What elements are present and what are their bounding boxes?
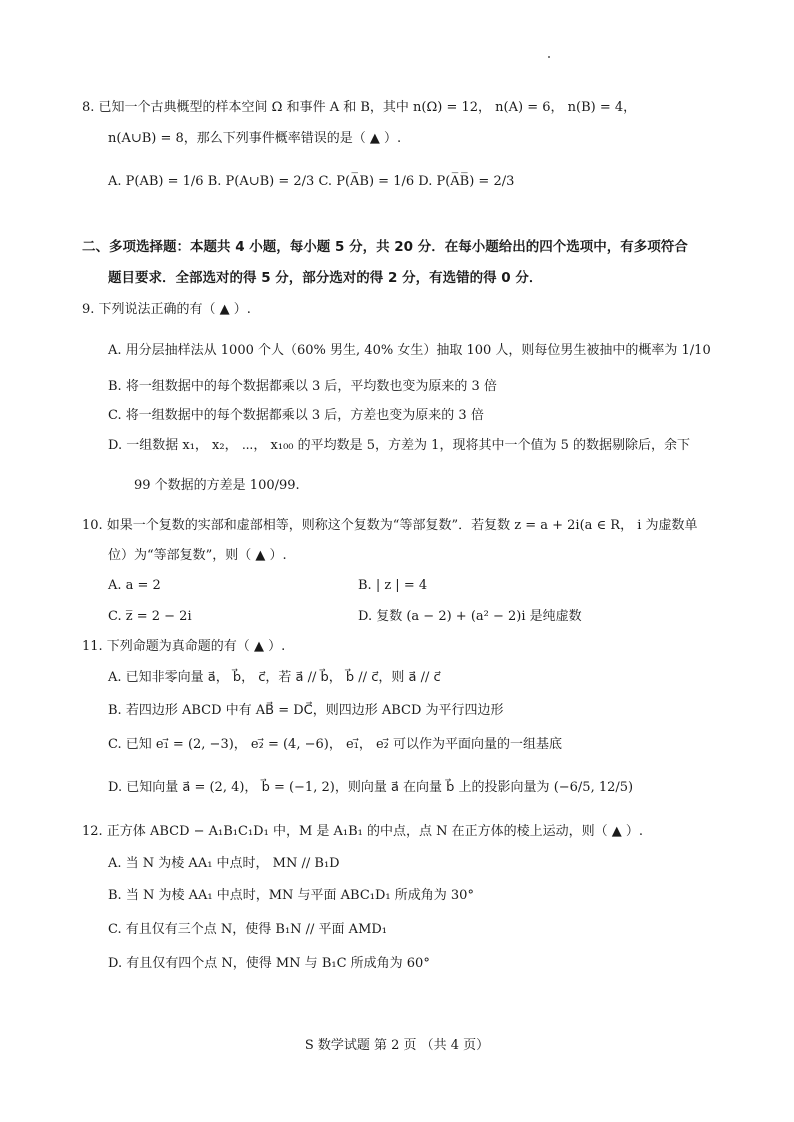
q10-option-b: B. | z | = 4 (358, 578, 428, 593)
q11-option-a: A. 已知非零向量 a⃗， b⃗， c⃗，若 a⃗ // b⃗， b⃗ // c⃗，则 a⃗ // c⃗ (108, 670, 441, 685)
q10-option-d: D. 复数 (a − 2) + (a² − 2)i 是纯虚数 (358, 609, 582, 624)
q11-option-b: B. 若四边形 ABCD 中有 AB⃗ = DC⃗，则四边形 ABCD 为平行四边形 (108, 703, 504, 718)
q12-option-c: C. 有且仅有三个点 N，使得 B₁N // 平面 AMD₁ (108, 922, 388, 937)
q12-option-a: A. 当 N 为棱 AA₁ 中点时， MN // B₁D (108, 856, 340, 871)
q11-option-d: D. 已知向量 a⃗ = (2, 4)， b⃗ = (−1, 2)，则向量 a⃗ 在向量 b⃗ 上的投影向量为 (−6/5, 12/5) (108, 780, 634, 795)
q10-stem-line1: 10. 如果一个复数的实部和虚部相等，则称这个复数为“等部复数”．若复数 z = a + 2i(a ∈ R， i 为虚数单 (82, 518, 698, 533)
q11-option-c: C. 已知 e₁⃗ = (2, −3)， e₂⃗ = (4, −6)， e₁⃗， e₂⃗ 可以作为平面向量的一组基底 (108, 737, 563, 752)
q10-option-c: C. z̅ = 2 − 2i (108, 609, 192, 624)
page-footer: S 数学试题 第 2 页 （共 4 页） (304, 1038, 490, 1053)
q9-stem: 9. 下列说法正确的有（ ▲ ）. (82, 302, 251, 317)
q11-stem: 11. 下列命题为真命题的有（ ▲ ）. (82, 639, 286, 654)
q9-option-b: B. 将一组数据中的每个数据都乘以 3 后，平均数也变为原来的 3 倍 (108, 379, 497, 394)
q12-stem: 12. 正方体 ABCD − A₁B₁C₁D₁ 中，M 是 A₁B₁ 的中点，点 N 在正方体的棱上运动，则（ ▲ ）. (82, 824, 644, 839)
q9-option-d-line2: 99 个数据的方差是 100/99. (134, 478, 300, 493)
q9-option-a: A. 用分层抽样法从 1000 个人（60% 男生, 40% 女生）抽取 100 人，则每位男生被抽中的概率为 1/10 (108, 343, 711, 358)
q10-option-a: A. a = 2 (108, 578, 161, 593)
q8-stem-line2: n(A∪B) = 8，那么下列事件概率错误的是（ ▲ ）. (108, 131, 402, 146)
q9-option-d-line1: D. 一组数据 x₁， x₂， ⋯， x₁₀₀ 的平均数是 5，方差为 1，现将其中一个值为 5 的数据剔除后，余下 (108, 438, 690, 453)
q8-stem-line1: 8. 已知一个古典概型的样本空间 Ω 和事件 A 和 B，其中 n(Ω) = 12， n(A) = 6， n(B) = 4， (82, 100, 637, 115)
q12-option-b: B. 当 N 为棱 AA₁ 中点时，MN 与平面 ABC₁D₁ 所成角为 30° (108, 888, 474, 903)
section2-heading-line1: 二、多项选择题：本题共 4 小题，每小题 5 分，共 20 分．在每小题给出的四个选项中，有多项符合 (82, 239, 688, 255)
q10-stem-line2: 位）为“等部复数”，则（ ▲ ）. (108, 548, 287, 563)
scan-dot (548, 56, 550, 58)
q12-option-d: D. 有且仅有四个点 N，使得 MN 与 B₁C 所成角为 60° (108, 956, 430, 971)
section2-heading-line2: 题目要求．全部选对的得 5 分，部分选对的得 2 分，有选错的得 0 分． (108, 270, 543, 286)
q9-option-c: C. 将一组数据中的每个数据都乘以 3 后，方差也变为原来的 3 倍 (108, 408, 484, 423)
q8-options: A. P(AB) = 1/6 B. P(A∪B) = 2/3 C. P(A̅B) = 1/6 D. P(A̅B̅) = 2/3 (108, 174, 515, 189)
